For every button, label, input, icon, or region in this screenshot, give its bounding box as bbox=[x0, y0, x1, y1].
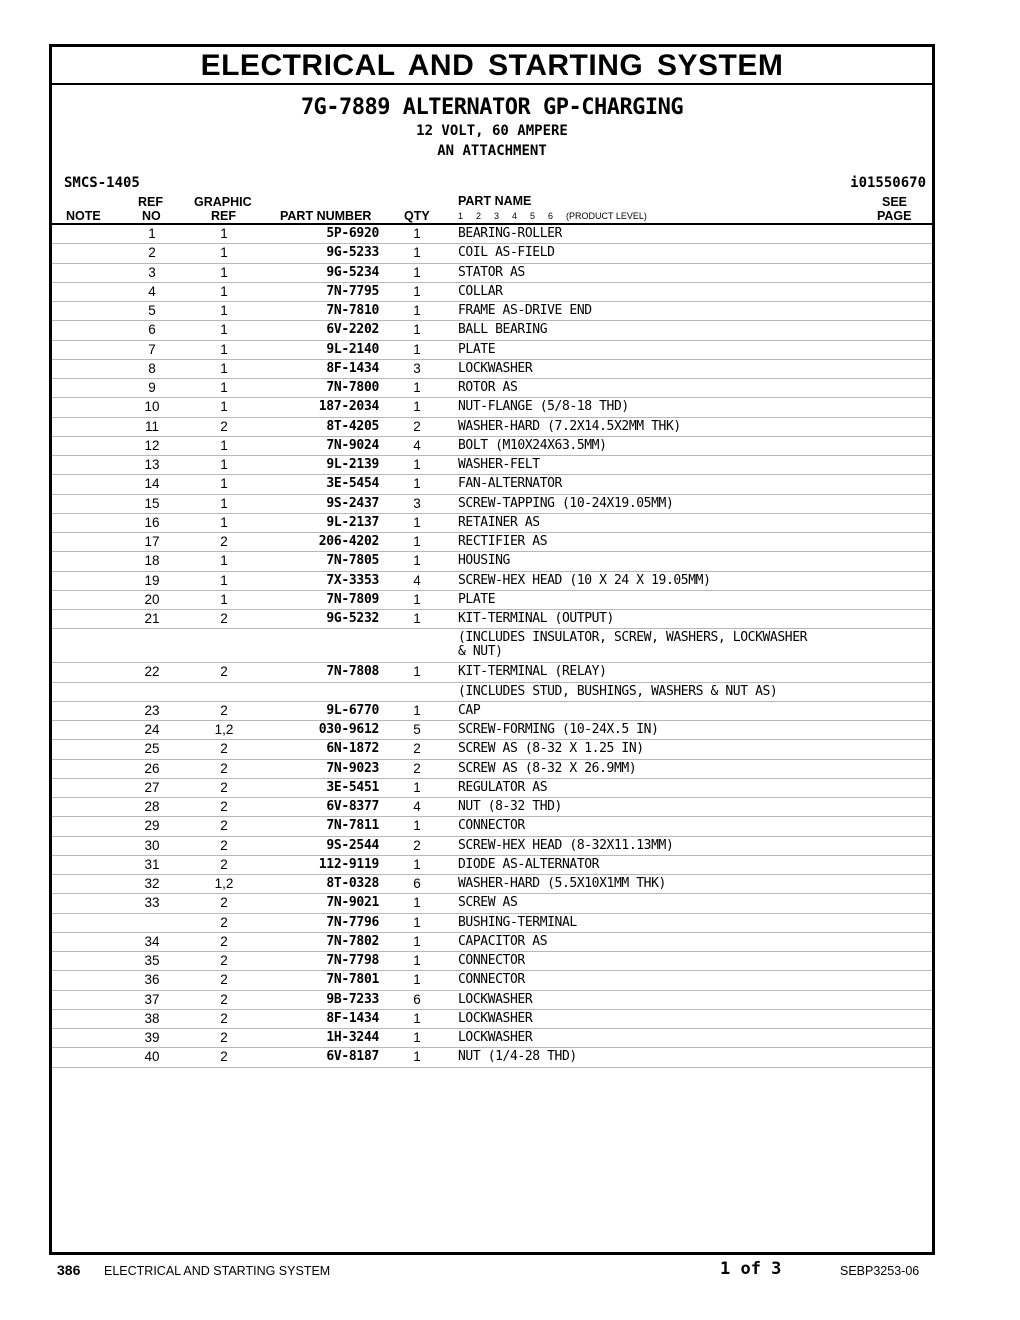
qty: 1 bbox=[413, 226, 421, 241]
document-id: SEBP3253-06 bbox=[840, 1264, 920, 1278]
col-ref-top: REF bbox=[138, 195, 163, 209]
ref-no: 23 bbox=[144, 702, 160, 718]
product-levels bbox=[458, 211, 647, 221]
part-number: 9S-2437 bbox=[326, 495, 379, 511]
part-name: COLLAR bbox=[458, 283, 503, 299]
table-row bbox=[52, 302, 932, 321]
part-name: SCREW-TAPPING (10-24X19.05MM) bbox=[458, 495, 674, 511]
part-name: CONNECTOR bbox=[458, 818, 525, 834]
ref-no: 3 bbox=[148, 264, 156, 280]
ref-no: 8 bbox=[148, 360, 156, 376]
ref-no: 25 bbox=[144, 741, 160, 757]
qty: 1 bbox=[413, 972, 421, 988]
ref-no: 4 bbox=[148, 283, 156, 299]
part-number: 7N-9023 bbox=[326, 760, 379, 776]
part-name: DIODE AS-ALTERNATOR bbox=[458, 856, 600, 872]
table-row bbox=[52, 991, 932, 1010]
qty: 6 bbox=[413, 876, 421, 891]
part-number: 9L-6770 bbox=[326, 702, 379, 718]
part-name: PLATE bbox=[458, 591, 496, 607]
ref-no: 33 bbox=[144, 895, 160, 911]
subtitle-attachment: AN ATTACHMENT bbox=[437, 143, 547, 159]
qty: 3 bbox=[413, 495, 421, 511]
part-number: 7N-7801 bbox=[326, 972, 379, 988]
part-number: 6V-8377 bbox=[326, 799, 379, 814]
graphic-ref: 1 bbox=[220, 303, 228, 318]
part-name: WASHER-HARD (5.5X10X1MM THK) bbox=[458, 876, 666, 891]
ref-no: 14 bbox=[144, 476, 160, 492]
product-level-3: 3 bbox=[494, 211, 500, 221]
qty: 1 bbox=[413, 303, 421, 318]
part-number: 3E-5451 bbox=[326, 779, 379, 795]
col-qty: QTY bbox=[404, 209, 430, 223]
part-name: LOCKWASHER bbox=[458, 1010, 533, 1026]
ref-no: 30 bbox=[144, 837, 160, 853]
graphic-ref: 1 bbox=[220, 322, 228, 338]
table-row bbox=[52, 629, 932, 663]
table-row bbox=[52, 894, 932, 913]
qty: 1 bbox=[413, 553, 421, 569]
part-name: LOCKWASHER bbox=[458, 991, 533, 1007]
qty: 1 bbox=[413, 1030, 421, 1045]
table-row bbox=[52, 837, 932, 856]
table-row bbox=[52, 475, 932, 494]
product-level-1: 1 bbox=[458, 211, 464, 221]
graphic-ref: 2 bbox=[220, 856, 228, 872]
ref-no: 22 bbox=[144, 664, 160, 680]
product-level-4: 4 bbox=[512, 211, 518, 221]
graphic-ref: 2 bbox=[220, 837, 228, 853]
graphic-ref: 2 bbox=[220, 1010, 228, 1026]
part-name: FRAME AS-DRIVE END bbox=[458, 303, 592, 318]
part-number: 206-4202 bbox=[318, 534, 379, 549]
table-row bbox=[52, 683, 932, 702]
part-name: KIT-TERMINAL (OUTPUT) bbox=[458, 611, 614, 626]
part-name: ROTOR AS bbox=[458, 380, 518, 395]
table-row bbox=[52, 971, 932, 990]
qty: 6 bbox=[413, 991, 421, 1007]
part-name: SCREW-HEX HEAD (10 X 24 X 19.05MM) bbox=[458, 572, 711, 588]
part-name: SCREW-HEX HEAD (8-32X11.13MM) bbox=[458, 837, 674, 853]
table-row bbox=[52, 398, 932, 417]
part-name: (INCLUDES INSULATOR, SCREW, WASHERS, LOCKWASHER & NUT) bbox=[458, 630, 808, 660]
table-row bbox=[52, 1029, 932, 1048]
parts-page-frame bbox=[49, 44, 935, 1255]
qty: 2 bbox=[413, 418, 421, 434]
qty: 1 bbox=[413, 591, 421, 607]
part-number: 7N-7810 bbox=[326, 303, 379, 318]
ref-no: 18 bbox=[144, 553, 160, 569]
ref-no: 13 bbox=[144, 457, 160, 472]
part-name: NUT-FLANGE (5/8-18 THD) bbox=[458, 399, 629, 415]
qty: 1 bbox=[413, 399, 421, 415]
part-number: 8T-4205 bbox=[326, 418, 379, 434]
part-name: COIL AS-FIELD bbox=[458, 245, 555, 261]
ref-no: 38 bbox=[144, 1010, 160, 1026]
graphic-ref: 1 bbox=[220, 572, 228, 588]
part-name: HOUSING bbox=[458, 553, 510, 569]
graphic-ref: 1 bbox=[220, 283, 228, 299]
table-row bbox=[52, 264, 932, 283]
part-name: NUT (1/4-28 THD) bbox=[458, 1049, 577, 1065]
ref-no: 16 bbox=[144, 514, 160, 530]
col-graphic-top: GRAPHIC bbox=[194, 195, 252, 209]
section-title: ELECTRICAL AND STARTING SYSTEM bbox=[52, 47, 932, 85]
part-name: BOLT (M10X24X63.5MM) bbox=[458, 437, 607, 453]
table-row bbox=[52, 572, 932, 591]
group-title: 7G-7889 ALTERNATOR GP-CHARGING bbox=[300, 95, 684, 120]
part-number: 9L-2139 bbox=[326, 457, 379, 472]
graphic-ref: 1,2 bbox=[214, 876, 234, 891]
table-row bbox=[52, 817, 932, 836]
graphic-ref: 2 bbox=[220, 779, 228, 795]
ref-no: 2 bbox=[148, 245, 156, 261]
graphic-ref: 1 bbox=[220, 226, 228, 241]
illustration-id: i01550670 bbox=[850, 175, 926, 191]
graphic-ref: 1 bbox=[220, 495, 228, 511]
graphic-ref: 1 bbox=[220, 399, 228, 415]
qty: 4 bbox=[413, 572, 421, 588]
part-number: 8F-1434 bbox=[326, 360, 379, 376]
graphic-ref: 1 bbox=[220, 341, 228, 357]
qty: 2 bbox=[413, 837, 421, 853]
ref-no: 5 bbox=[148, 303, 156, 318]
qty: 1 bbox=[413, 534, 421, 549]
part-name: WASHER-FELT bbox=[458, 457, 540, 472]
ref-no: 21 bbox=[144, 611, 160, 626]
part-number: 1H-3244 bbox=[326, 1030, 379, 1045]
graphic-ref: 1 bbox=[220, 380, 228, 395]
table-row bbox=[52, 933, 932, 952]
graphic-ref: 2 bbox=[220, 799, 228, 814]
part-name: KIT-TERMINAL (RELAY) bbox=[458, 664, 607, 680]
ref-no: 40 bbox=[144, 1049, 160, 1065]
graphic-ref: 1 bbox=[220, 245, 228, 261]
qty: 3 bbox=[413, 360, 421, 376]
graphic-ref: 1 bbox=[220, 437, 228, 453]
part-number: 5P-6920 bbox=[326, 226, 379, 241]
col-part-number: PART NUMBER bbox=[280, 209, 372, 223]
part-number: 7N-7802 bbox=[326, 933, 379, 949]
graphic-ref: 2 bbox=[220, 1030, 228, 1045]
graphic-ref: 1 bbox=[220, 514, 228, 530]
table-row bbox=[52, 283, 932, 302]
ref-no: 19 bbox=[144, 572, 160, 588]
col-part-name: PART NAME bbox=[458, 194, 532, 208]
qty: 4 bbox=[413, 799, 421, 814]
ref-no: 35 bbox=[144, 953, 160, 968]
table-row bbox=[52, 321, 932, 340]
part-number: 7N-7805 bbox=[326, 553, 379, 569]
col-note: NOTE bbox=[66, 209, 101, 223]
part-number: 9S-2544 bbox=[326, 837, 379, 853]
part-name: SCREW AS (8-32 X 26.9MM) bbox=[458, 760, 637, 776]
part-name: CONNECTOR bbox=[458, 972, 525, 988]
table-row bbox=[52, 740, 932, 759]
ref-no: 39 bbox=[144, 1030, 160, 1045]
qty: 2 bbox=[413, 760, 421, 776]
table-row bbox=[52, 663, 932, 682]
graphic-ref: 2 bbox=[220, 895, 228, 911]
subtitle-voltage: 12 VOLT, 60 AMPERE bbox=[416, 123, 568, 139]
qty: 1 bbox=[413, 1049, 421, 1065]
qty: 1 bbox=[413, 702, 421, 718]
product-level-2: 2 bbox=[476, 211, 482, 221]
part-name: CAPACITOR AS bbox=[458, 933, 548, 949]
ref-no: 15 bbox=[144, 495, 160, 511]
part-number: 9G-5234 bbox=[326, 264, 379, 280]
smcs-code: SMCS-1405 bbox=[64, 175, 140, 191]
table-row bbox=[52, 591, 932, 610]
ref-no: 9 bbox=[148, 380, 156, 395]
qty: 5 bbox=[413, 722, 421, 737]
table-row bbox=[52, 533, 932, 552]
ref-no: 27 bbox=[144, 779, 160, 795]
graphic-ref: 2 bbox=[220, 702, 228, 718]
part-number: 7N-7796 bbox=[326, 914, 379, 930]
ref-no: 34 bbox=[144, 933, 160, 949]
part-name: CAP bbox=[458, 702, 481, 718]
ref-no: 29 bbox=[144, 818, 160, 834]
footer-section: ELECTRICAL AND STARTING SYSTEM bbox=[104, 1264, 331, 1278]
graphic-ref: 1 bbox=[220, 360, 228, 376]
part-number: 7N-7809 bbox=[326, 591, 379, 607]
part-number: 7X-3353 bbox=[326, 572, 379, 588]
part-number: 3E-5454 bbox=[326, 476, 379, 492]
part-number: 8F-1434 bbox=[326, 1010, 379, 1026]
part-name: LOCKWASHER bbox=[458, 360, 533, 376]
table-row bbox=[52, 244, 932, 263]
part-number: 030-9612 bbox=[318, 722, 379, 737]
qty: 1 bbox=[413, 953, 421, 968]
part-name: WASHER-HARD (7.2X14.5X2MM THK) bbox=[458, 418, 681, 434]
col-ref-bottom: NO bbox=[142, 209, 161, 223]
table-row bbox=[52, 379, 932, 398]
table-row bbox=[52, 514, 932, 533]
part-number: 187-2034 bbox=[318, 399, 379, 415]
part-number: 9B-7233 bbox=[326, 991, 379, 1007]
qty: 1 bbox=[413, 264, 421, 280]
qty: 1 bbox=[413, 245, 421, 261]
table-row bbox=[52, 779, 932, 798]
ref-no: 6 bbox=[148, 322, 156, 338]
part-number: 9L-2140 bbox=[326, 341, 379, 357]
graphic-ref: 1,2 bbox=[214, 722, 234, 737]
part-name: SCREW AS (8-32 X 1.25 IN) bbox=[458, 741, 644, 757]
ref-no: 17 bbox=[144, 534, 160, 549]
graphic-ref: 1 bbox=[220, 476, 228, 492]
ref-no: 32 bbox=[144, 876, 160, 891]
col-see-bottom: PAGE bbox=[877, 209, 912, 223]
graphic-ref: 2 bbox=[220, 741, 228, 757]
graphic-ref: 2 bbox=[220, 1049, 228, 1065]
part-number: 9L-2137 bbox=[326, 514, 379, 530]
table-row bbox=[52, 914, 932, 933]
part-number: 9G-5233 bbox=[326, 245, 379, 261]
part-number: 9G-5232 bbox=[326, 611, 379, 626]
table-row bbox=[52, 495, 932, 514]
page-of: 1 of 3 bbox=[720, 1259, 782, 1279]
part-number: 7N-9024 bbox=[326, 437, 379, 453]
qty: 1 bbox=[413, 476, 421, 492]
product-level-label: (PRODUCT LEVEL) bbox=[566, 211, 647, 221]
product-level-6: 6 bbox=[548, 211, 554, 221]
ref-no: 11 bbox=[144, 418, 159, 434]
ref-no: 24 bbox=[144, 722, 160, 737]
qty: 1 bbox=[413, 914, 421, 930]
qty: 1 bbox=[413, 341, 421, 357]
table-row bbox=[52, 225, 932, 244]
part-name: RECTIFIER AS bbox=[458, 534, 548, 549]
part-name: BUSHING-TERMINAL bbox=[458, 914, 577, 930]
qty: 1 bbox=[413, 664, 421, 680]
table-row bbox=[52, 610, 932, 629]
meta-row bbox=[52, 171, 932, 195]
qty: 1 bbox=[413, 457, 421, 472]
graphic-ref: 2 bbox=[220, 972, 228, 988]
qty: 1 bbox=[413, 818, 421, 834]
page-footer bbox=[0, 1258, 1020, 1282]
ref-no: 37 bbox=[144, 991, 160, 1007]
table-row bbox=[52, 360, 932, 379]
graphic-ref: 2 bbox=[220, 991, 228, 1007]
qty: 4 bbox=[413, 437, 421, 453]
table-row bbox=[52, 798, 932, 817]
graphic-ref: 1 bbox=[220, 264, 228, 280]
part-name: FAN-ALTERNATOR bbox=[458, 476, 562, 492]
ref-no: 1 bbox=[148, 226, 156, 241]
table-row bbox=[52, 702, 932, 721]
ref-no: 20 bbox=[144, 591, 160, 607]
ref-no: 10 bbox=[144, 399, 160, 415]
part-number: 8T-0328 bbox=[326, 876, 379, 891]
graphic-ref: 2 bbox=[220, 534, 228, 549]
ref-no: 7 bbox=[148, 341, 156, 357]
table-row bbox=[52, 760, 932, 779]
qty: 1 bbox=[413, 1010, 421, 1026]
qty: 1 bbox=[413, 856, 421, 872]
col-graphic-bottom: REF bbox=[211, 209, 236, 223]
graphic-ref: 1 bbox=[220, 553, 228, 569]
part-name: CONNECTOR bbox=[458, 953, 525, 968]
ref-no: 28 bbox=[144, 799, 160, 814]
part-name: BALL BEARING bbox=[458, 322, 548, 338]
graphic-ref: 2 bbox=[220, 933, 228, 949]
qty: 2 bbox=[413, 741, 421, 757]
part-name: SCREW AS bbox=[458, 895, 518, 911]
ref-no: 26 bbox=[144, 760, 160, 776]
part-name: (INCLUDES STUD, BUSHINGS, WASHERS & NUT AS) bbox=[458, 683, 778, 699]
table-row bbox=[52, 552, 932, 571]
part-name: PLATE bbox=[458, 341, 496, 357]
graphic-ref: 2 bbox=[220, 664, 228, 680]
qty: 1 bbox=[413, 779, 421, 795]
graphic-ref: 1 bbox=[220, 591, 228, 607]
table-row bbox=[52, 437, 932, 456]
product-level-5: 5 bbox=[530, 211, 536, 221]
table-row bbox=[52, 875, 932, 894]
graphic-ref: 2 bbox=[220, 914, 228, 930]
part-name: SCREW-FORMING (10-24X.5 IN) bbox=[458, 722, 659, 737]
part-number: 6N-1872 bbox=[326, 741, 379, 757]
graphic-ref: 2 bbox=[220, 611, 228, 626]
part-name: LOCKWASHER bbox=[458, 1030, 533, 1045]
part-number: 7N-7808 bbox=[326, 664, 379, 680]
part-number: 7N-7811 bbox=[326, 818, 379, 834]
table-header bbox=[52, 195, 932, 225]
graphic-ref: 2 bbox=[220, 818, 228, 834]
part-name: NUT (8-32 THD) bbox=[458, 799, 562, 814]
part-name: STATOR AS bbox=[458, 264, 525, 280]
table-row bbox=[52, 721, 932, 740]
part-name: RETAINER AS bbox=[458, 514, 540, 530]
table-row bbox=[52, 418, 932, 437]
table-row bbox=[52, 856, 932, 875]
qty: 1 bbox=[413, 322, 421, 338]
parts-table-body bbox=[52, 225, 932, 1068]
ref-no: 12 bbox=[144, 437, 160, 453]
graphic-ref: 1 bbox=[220, 457, 228, 472]
qty: 1 bbox=[413, 380, 421, 395]
ref-no: 36 bbox=[144, 972, 160, 988]
qty: 1 bbox=[413, 895, 421, 911]
part-name: REGULATOR AS bbox=[458, 779, 548, 795]
table-row bbox=[52, 952, 932, 971]
table-row bbox=[52, 1048, 932, 1067]
graphic-ref: 2 bbox=[220, 953, 228, 968]
qty: 1 bbox=[413, 611, 421, 626]
part-number: 6V-8187 bbox=[326, 1049, 379, 1065]
page-number: 386 bbox=[57, 1262, 81, 1278]
part-name: BEARING-ROLLER bbox=[458, 226, 562, 241]
table-row bbox=[52, 456, 932, 475]
graphic-ref: 2 bbox=[220, 418, 228, 434]
part-number: 112-9119 bbox=[318, 856, 379, 872]
table-row bbox=[52, 341, 932, 360]
part-number: 7N-7795 bbox=[326, 283, 379, 299]
part-number: 7N-9021 bbox=[326, 895, 379, 911]
table-row bbox=[52, 1010, 932, 1029]
ref-no: 31 bbox=[144, 856, 160, 872]
qty: 1 bbox=[413, 933, 421, 949]
graphic-ref: 2 bbox=[220, 760, 228, 776]
col-see-top: SEE bbox=[882, 195, 908, 209]
qty: 1 bbox=[413, 514, 421, 530]
qty: 1 bbox=[413, 283, 421, 299]
part-number: 6V-2202 bbox=[326, 322, 379, 338]
part-number: 7N-7800 bbox=[326, 380, 379, 395]
part-number: 7N-7798 bbox=[326, 953, 379, 968]
